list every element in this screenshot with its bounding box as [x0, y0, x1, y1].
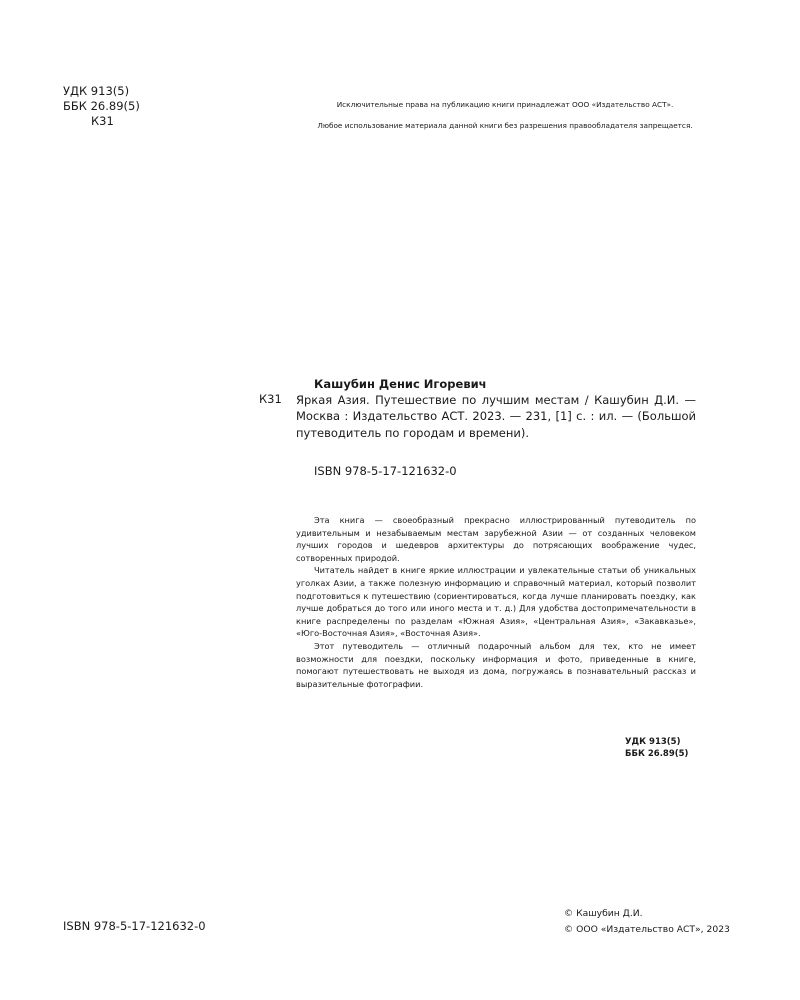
annotation	[296, 514, 696, 690]
final-udk-code: УДК 913(5)	[625, 737, 681, 747]
copyright-author: © Кашубин Д.И.	[564, 908, 643, 919]
isbn-record: ISBN 978-5-17-121632-0	[314, 464, 457, 478]
classification-codes	[63, 84, 140, 129]
author-name: Кашубин Денис Игоревич	[314, 377, 487, 391]
copyright-block	[564, 906, 730, 937]
rights-notice-line-1: Исключительные права на публикацию книги принадлежат ООО «Издательство АСТ».	[336, 100, 674, 109]
final-classification-codes	[625, 736, 688, 760]
bibliographic-code: К31	[259, 392, 282, 406]
author-mark: К31	[91, 114, 114, 128]
copyright-publisher: © ООО «Издательство АСТ», 2023	[564, 923, 730, 935]
rights-notice-line-2: Любое использование материала данной книги без разрешения правообладателя запрещается.	[317, 121, 693, 130]
footer-isbn: ISBN 978-5-17-121632-0	[63, 919, 206, 933]
annotation-paragraph: Этот путеводитель — отличный подарочный альбом для тех, кто не имеет возможности для поездки, поскольку информация и фото, приведенные в книге, помогают путешествовать не выходя из дома, погружаясь в познавательный рассказ и выразительные фотографии.	[296, 640, 696, 689]
bbk-code: ББК 26.89(5)	[63, 99, 140, 113]
bibliographic-description: Яркая Азия. Путешествие по лучшим местам / Кашубин Д.И. — Москва : Издательство АСТ. 2023. — 231, [1] с. : ил. — (Большой путеводитель по городам и времени).	[296, 393, 696, 440]
annotation-paragraph: Эта книга — своеобразный прекрасно иллюстрированный путеводитель по удивительным и незабываемым местам зарубежной Азии — от созданных человеком лучших городов и шедевров архитектуры до потрясающих воображение чудес, сотворенных природой.	[296, 515, 696, 563]
udk-code: УДК 913(5)	[63, 84, 130, 98]
annotation-paragraph: Читатель найдет в книге яркие иллюстрации и увлекательные статьи об уникальных уголках Азии, а также полезную информацию и справочный материал, который позволит подготовиться к путешествию (сориентироваться, когда лучше планировать поездку, как лучше добраться до того или иного места и т. д.) Для удобства достопримечательности в книге распределены по разделам «Южная Азия», «Центральная Азия», «Закавказье», «Юго-Восточная Азия», «Восточная Азия».	[296, 565, 696, 639]
final-bbk-code: ББК 26.89(5)	[625, 749, 689, 759]
